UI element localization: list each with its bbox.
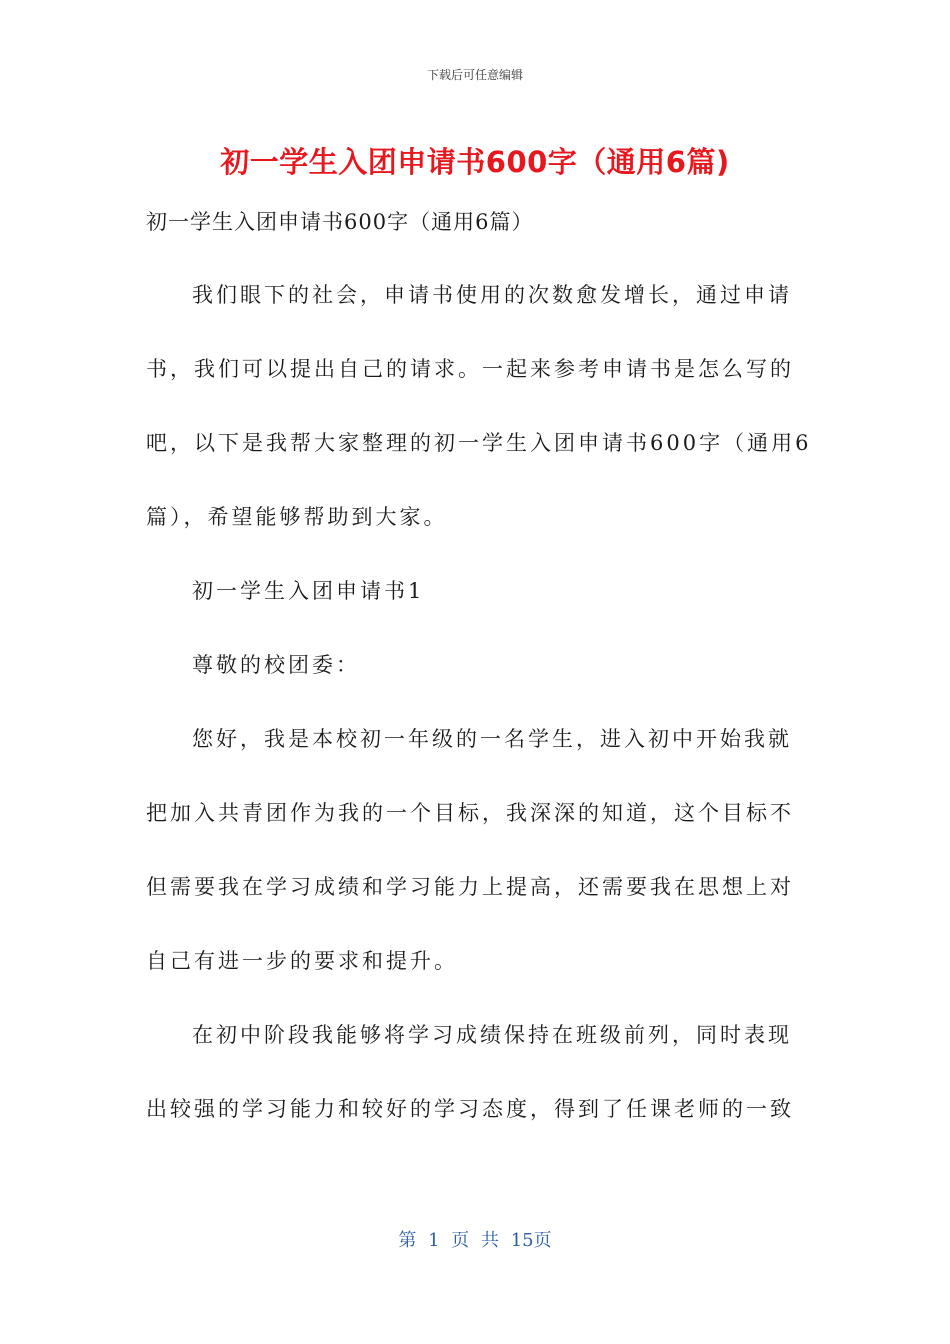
paragraph-line: 把加入共青团作为我的一个目标，我深深的知道，这个目标不	[146, 801, 794, 825]
paragraph-line: 自己有进一步的要求和提升。	[146, 949, 458, 973]
salutation: 尊敬的校团委：	[192, 653, 360, 677]
document-title: 初一学生入团申请书600字（通用6篇)	[220, 145, 730, 179]
paragraph-line: 我们眼下的社会，申请书使用的次数愈发增长，通过申请	[192, 283, 792, 307]
paragraph-line: 但需要我在学习成绩和学习能力上提高，还需要我在思想上对	[146, 875, 794, 899]
section-heading: 初一学生入团申请书1	[192, 579, 425, 603]
paragraph-line: 您好，我是本校初一年级的一名学生，进入初中开始我就	[192, 727, 792, 751]
paragraph-line: 出较强的学习能力和较好的学习态度，得到了任课老师的一致	[146, 1097, 794, 1121]
document-body	[146, 258, 812, 1146]
paragraph-line: 篇），希望能够帮助到大家。	[146, 505, 448, 529]
paragraph-line: 书，我们可以提出自己的请求。一起来参考申请书是怎么写的	[146, 357, 794, 381]
header-note: 下载后可任意编辑	[426, 68, 523, 82]
paragraph-line: 吧，以下是我帮大家整理的初一学生入团申请书600字（通用6	[146, 431, 812, 455]
paragraph-line: 在初中阶段我能够将学习成绩保持在班级前列，同时表现	[192, 1023, 792, 1047]
document-subtitle: 初一学生入团申请书600字（通用6篇）	[146, 210, 534, 234]
page-number: 第 1 页 共 15页	[398, 1230, 552, 1251]
